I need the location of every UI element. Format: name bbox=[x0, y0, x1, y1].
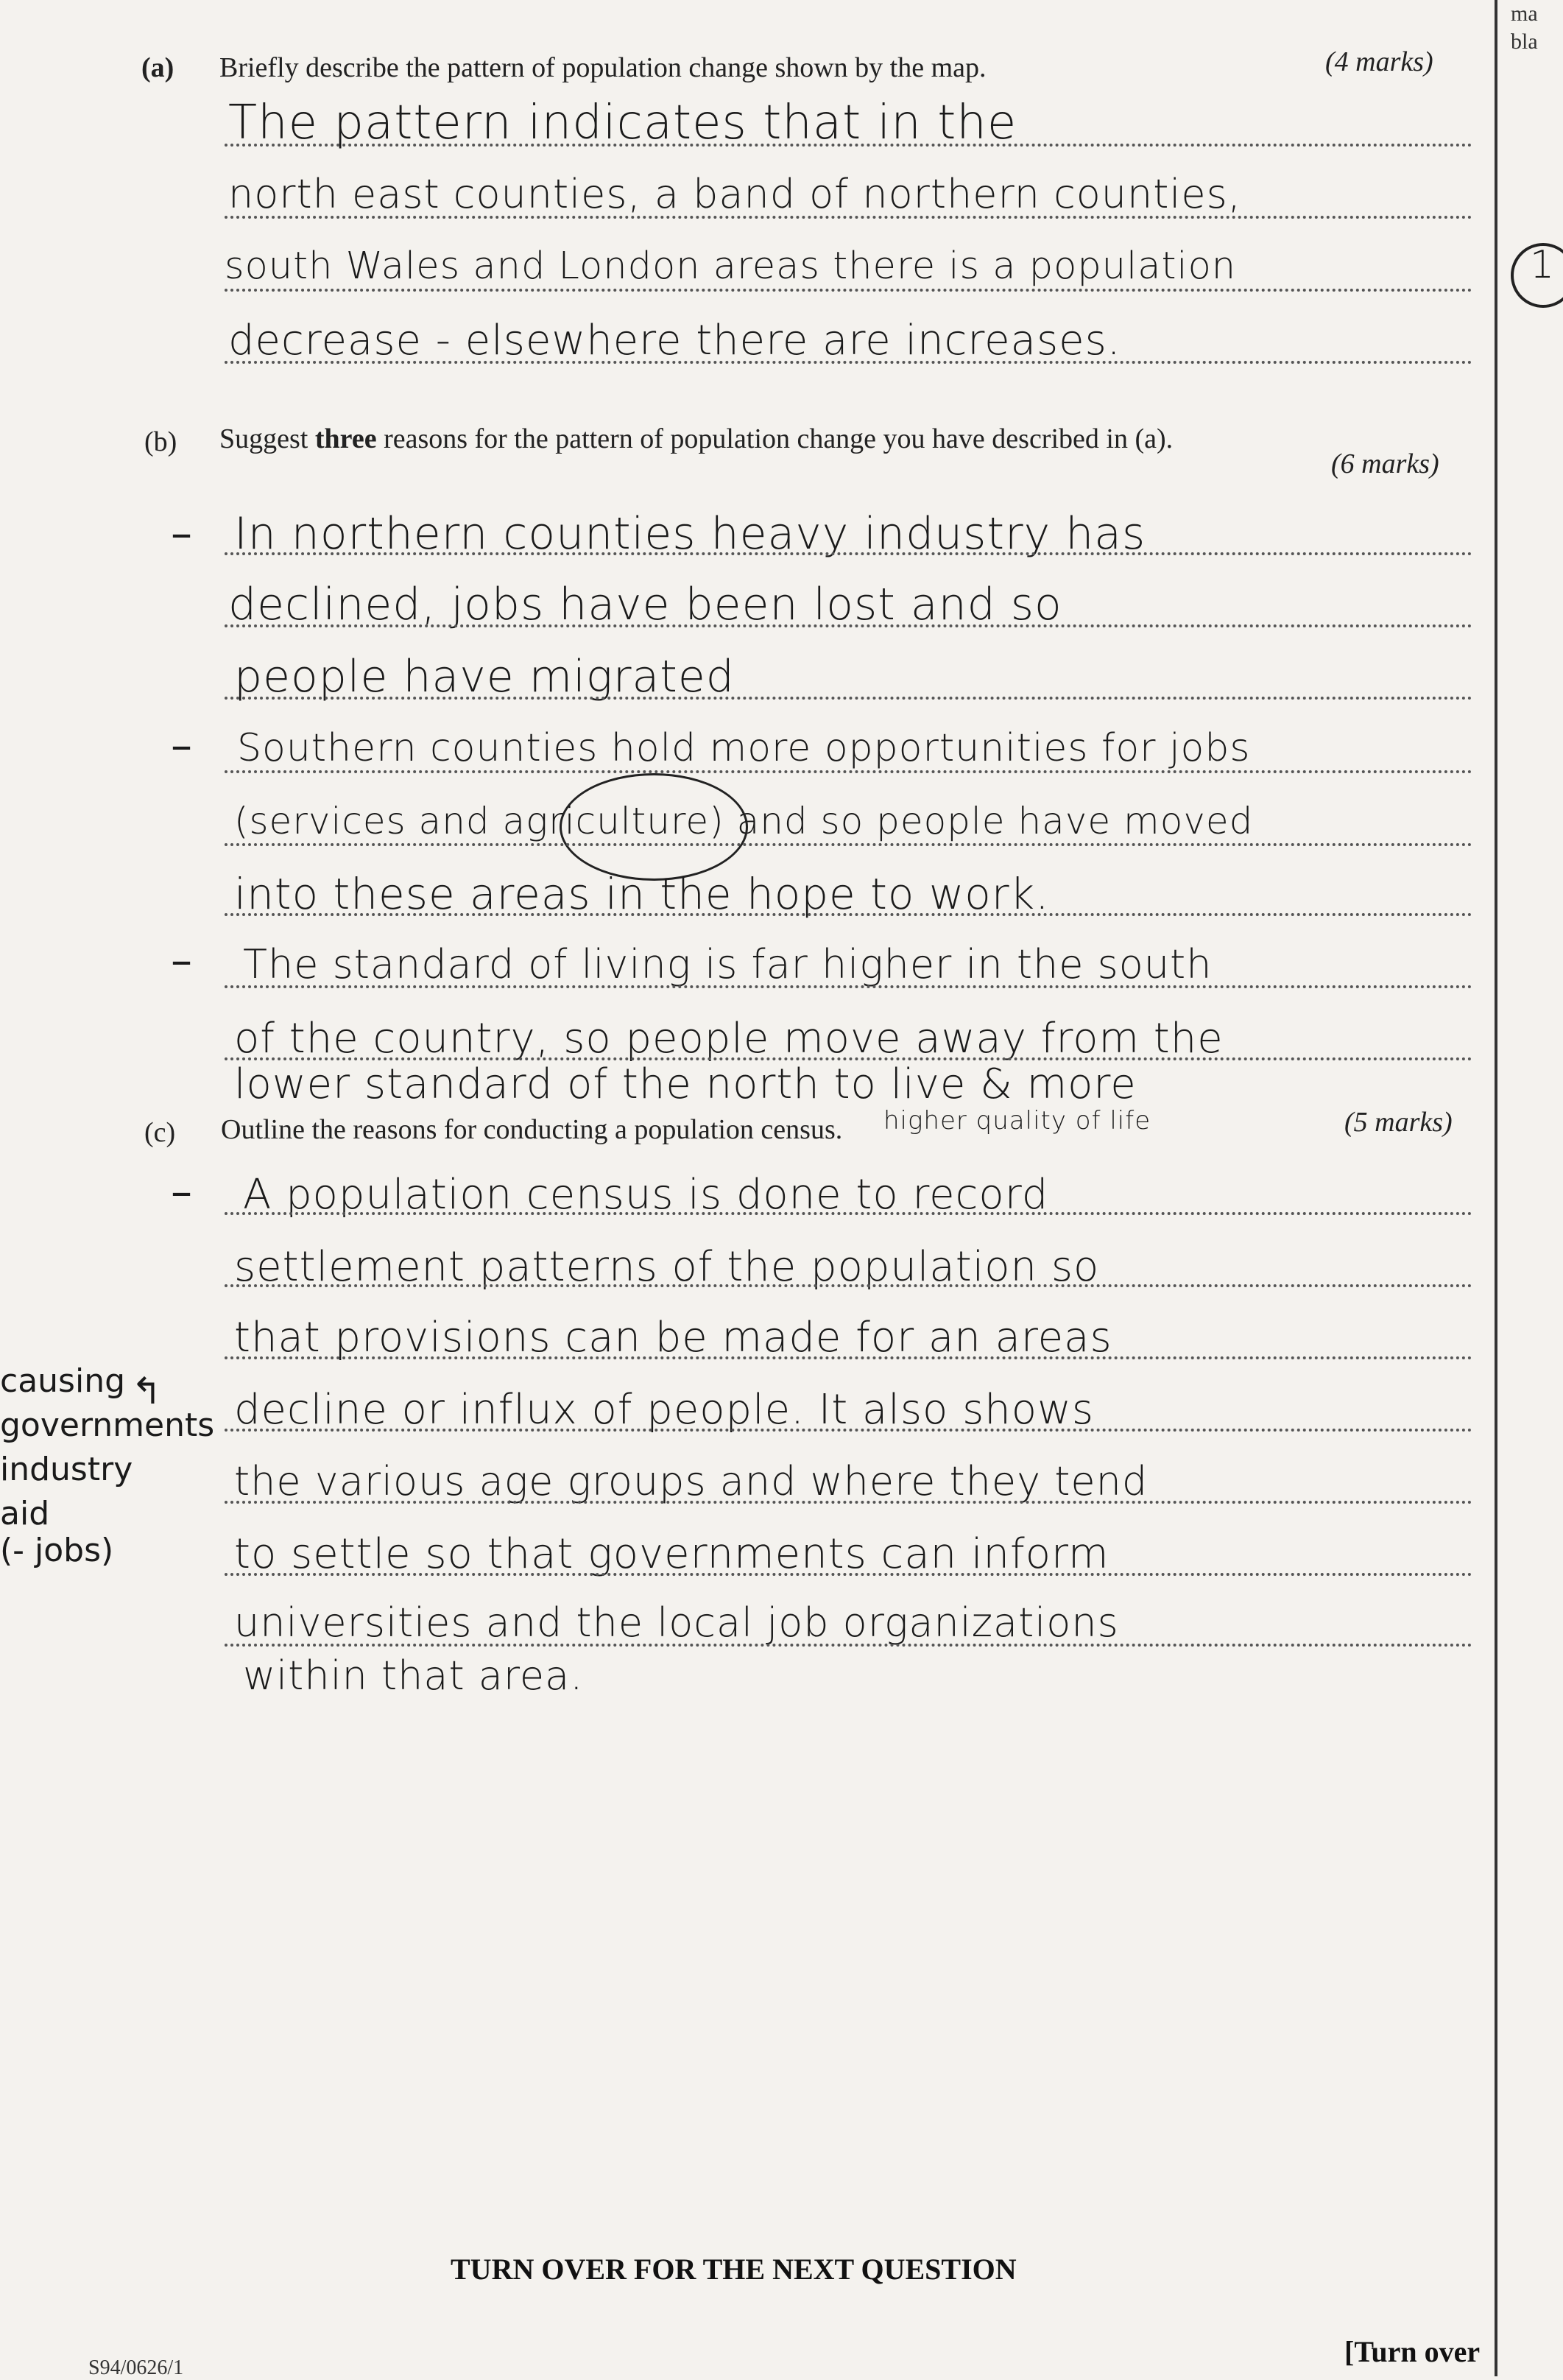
answer-a-line-4: decrease - elsewhere there are increases. bbox=[228, 317, 1121, 365]
examiner-circle bbox=[560, 773, 748, 881]
answer-c-line-8: within that area. bbox=[243, 1652, 584, 1699]
answer-rule bbox=[225, 1356, 1472, 1359]
part-c-label: (c) bbox=[144, 1117, 176, 1148]
answer-b-line-5: (services and agriculture) and so people have moved bbox=[234, 800, 1254, 842]
part-c-marks: (5 marks) bbox=[1344, 1107, 1453, 1138]
answer-rule bbox=[225, 144, 1472, 147]
answer-b-line-4: Southern counties hold more opportunities for jobs bbox=[237, 726, 1251, 770]
part-c-question: Outline the reasons for conducting a population census. bbox=[221, 1114, 843, 1145]
answer-a-line-2: north east counties, a band of northern counties, bbox=[228, 171, 1241, 217]
margin-rule bbox=[1495, 0, 1497, 2376]
part-a-marks: (4 marks) bbox=[1325, 46, 1433, 77]
part-a-question: Briefly describe the pattern of population change shown by the map. bbox=[219, 52, 987, 83]
bullet-dash: – bbox=[171, 935, 192, 985]
examiner-note-line: industry bbox=[0, 1451, 133, 1488]
answer-rule bbox=[225, 843, 1472, 846]
answer-rule bbox=[225, 624, 1472, 627]
answer-c-line-2: settlement patterns of the population so bbox=[234, 1243, 1100, 1291]
answer-b-line-3: people have migrated bbox=[234, 651, 735, 703]
part-b-question bbox=[219, 423, 1173, 455]
answer-c-line-4: decline or influx of people. It also shows bbox=[234, 1386, 1094, 1434]
answer-c-line-1: A population census is done to record bbox=[243, 1171, 1049, 1219]
answer-c-line-5: the various age groups and where they tend bbox=[234, 1458, 1149, 1504]
answer-a-line-1: The pattern indicates that in the bbox=[228, 96, 1017, 150]
answer-b-line-9: lower standard of the north to live & more bbox=[234, 1060, 1137, 1108]
answer-rule bbox=[225, 1573, 1472, 1576]
examiner-note-line: (- jobs) bbox=[0, 1532, 114, 1569]
answer-a-line-3: south Wales and London areas there is a population bbox=[225, 244, 1237, 288]
answer-rule bbox=[225, 985, 1472, 988]
answer-rule bbox=[225, 552, 1472, 555]
arrow-icon: ↰ bbox=[131, 1370, 163, 1412]
examiner-mark-value: 1 bbox=[1530, 243, 1556, 287]
answer-rule bbox=[225, 289, 1472, 292]
answer-b-line-8: of the country, so people move away from the bbox=[234, 1015, 1224, 1063]
turn-over: [Turn over bbox=[1344, 2335, 1481, 2368]
bullet-dash: – bbox=[171, 1166, 192, 1217]
answer-c-line-7: universities and the local job organizations bbox=[234, 1599, 1119, 1646]
answer-rule bbox=[225, 1429, 1472, 1432]
part-b-question-pre: Suggest bbox=[219, 423, 308, 454]
turn-over-next-question: TURN OVER FOR THE NEXT QUESTION bbox=[451, 2253, 1017, 2286]
part-b-label: (b) bbox=[144, 426, 177, 457]
answer-rule bbox=[225, 1212, 1472, 1215]
margin-header-line-1: ma bbox=[1511, 1, 1538, 26]
examiner-note-line: causing bbox=[0, 1362, 126, 1400]
answer-b-line-2: declined, jobs have been lost and so bbox=[228, 579, 1062, 630]
answer-rule bbox=[225, 1284, 1472, 1287]
part-b-question-bold: three bbox=[314, 423, 377, 454]
answer-rule bbox=[225, 1644, 1472, 1647]
bullet-dash: – bbox=[171, 508, 192, 558]
margin-header bbox=[1511, 0, 1562, 56]
answer-c-line-6: to settle so that governments can inform bbox=[234, 1530, 1109, 1578]
answer-b-line-6: into these areas in the hope to work. bbox=[234, 869, 1050, 919]
part-b-marks: (6 marks) bbox=[1331, 448, 1439, 479]
answer-rule bbox=[225, 1501, 1472, 1504]
answer-b-line-7: The standard of living is far higher in the south bbox=[243, 941, 1213, 987]
part-c-inserted-text: higher quality of life bbox=[883, 1106, 1151, 1136]
answer-rule bbox=[225, 770, 1472, 773]
part-b-question-post: reasons for the pattern of population change you have described in (a). bbox=[384, 423, 1174, 454]
examiner-note-line: governments bbox=[0, 1406, 215, 1444]
bullet-dash: – bbox=[171, 720, 192, 770]
paper-code: S94/0626/1 bbox=[88, 2356, 184, 2379]
answer-rule bbox=[225, 361, 1472, 364]
answer-b-line-1: In northern counties heavy industry has bbox=[234, 508, 1146, 560]
part-a-label: (a) bbox=[141, 52, 174, 83]
answer-rule bbox=[225, 697, 1472, 700]
margin-header-line-2: bla bbox=[1511, 29, 1538, 54]
answer-rule bbox=[225, 216, 1472, 219]
answer-c-line-3: that provisions can be made for an areas bbox=[234, 1314, 1112, 1362]
answer-rule bbox=[225, 913, 1472, 916]
examiner-note-line: aid bbox=[0, 1495, 50, 1532]
